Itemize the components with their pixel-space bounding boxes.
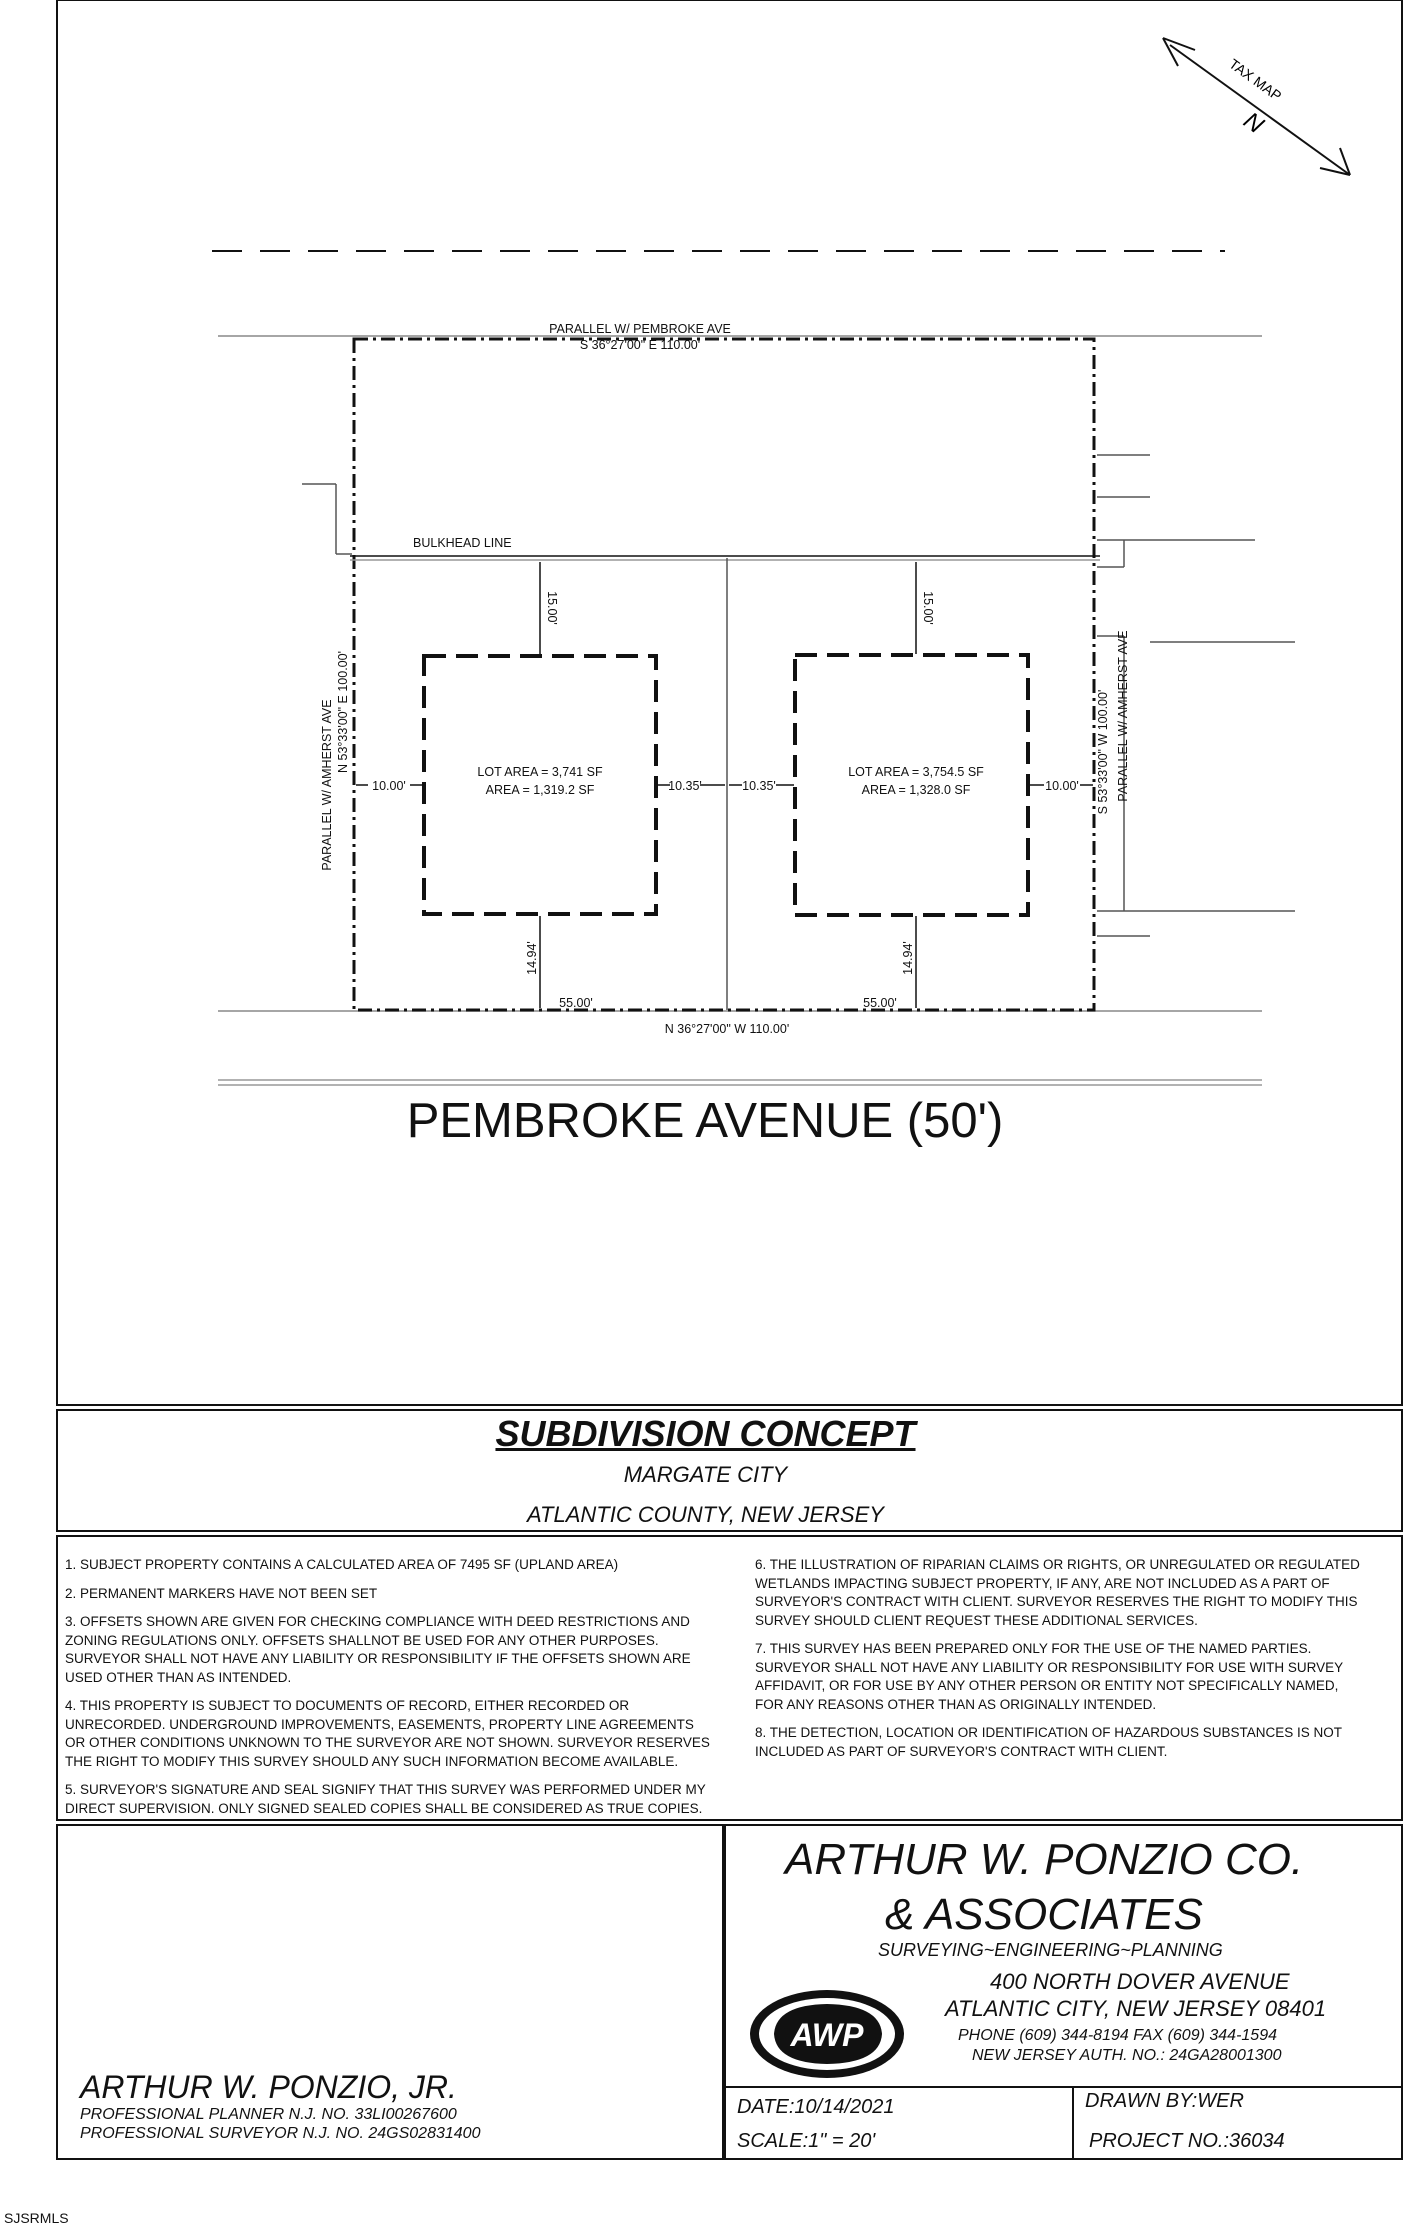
lot1-area: LOT AREA = 3,741 SF (477, 765, 603, 779)
lot2-front-offset: 14.94' (901, 941, 915, 975)
property-boundary (354, 339, 1094, 1010)
note-item: 5. SURVEYOR'S SIGNATURE AND SEAL SIGNIFY THAT THIS SURVEY WAS PERFORMED UNDER MY DIRECT SUPERVISION. ONLY SIGNED SEALED COPIES SHALL BE CONSIDERED AS TRUE COPIES. (65, 1782, 706, 1816)
drawing-city: MARGATE CITY (623, 1462, 788, 1487)
lot2-side-offset-outer: 10.00' (1045, 779, 1079, 793)
lot2-frontage: 55.00' (863, 996, 897, 1010)
right-line-label: PARALLEL W/ AMHERST AVE (1116, 630, 1130, 802)
surveyor-license: PROFESSIONAL SURVEYOR N.J. NO. 24GS02831400 (80, 2125, 481, 2142)
north-arrow-icon (1163, 38, 1350, 175)
note-item: 3. OFFSETS SHOWN ARE GIVEN FOR CHECKING COMPLIANCE WITH DEED RESTRICTIONS AND ZONING REGULATIONS ONLY. OFFSETS SHALLNOT BE USED FOR ANY OTHER PURPOSES. SURVEYOR SHALL NOT HAVE ANY LIABILITY OR RESPONSIBILITY IF THE OFFSETS SHOWN ARE USED OTHER THAN AS INTENDED. (65, 1614, 691, 1685)
note-item: 2. PERMANENT MARKERS HAVE NOT BEEN SET (65, 1585, 378, 1601)
dimension-leaders (356, 562, 1093, 1008)
project-number: PROJECT NO.:36034 (1089, 2130, 1285, 2152)
lot1-front-offset: 14.94' (525, 941, 539, 975)
bulkhead-label: BULKHEAD LINE (413, 536, 512, 550)
neighbor-lines-left (302, 484, 352, 554)
top-line-label: PARALLEL W/ PEMBROKE AVE (549, 322, 731, 336)
surveyor-planner-license: PROFESSIONAL PLANNER N.J. NO. 33LI00267600 (80, 2106, 457, 2123)
note-item: 7. THIS SURVEY HAS BEEN PREPARED ONLY FOR THE USE OF THE NAMED PARTIES. SURVEYOR SHALL NOT HAVE ANY LIABILITY OR RESPONSIBILITY FOR USE WITH SURVEY AFFIDAVIT, OR FOR USE BY ANY OTHER PERSON OR ENTITY NOT SPECIFICALLY NAMED, FOR ANY REASONS OTHER THAN AS ORIGINALLY INTENDED. (755, 1641, 1343, 1712)
top-bearing: S 36°27'00" E 110.00' (579, 338, 701, 352)
notes-left-column (65, 1556, 715, 1828)
drawing-scale: SCALE:1" = 20' (737, 2130, 876, 2152)
lot2-building-area: AREA = 1,328.0 SF (861, 783, 971, 797)
street-name: PEMBROKE AVENUE (50') (406, 1094, 1004, 1148)
company-auth-no: NEW JERSEY AUTH. NO.: 24GA28001300 (972, 2047, 1282, 2064)
awp-logo (750, 1990, 904, 2078)
plan-frame (57, 0, 1402, 1405)
drawing-date: DATE:10/14/2021 (737, 2096, 895, 2118)
lot2-area: LOT AREA = 3,754.5 SF (848, 765, 984, 779)
company-name-line1: ARTHUR W. PONZIO CO. (785, 1835, 1304, 1884)
lot1-rear-offset: 15.00' (545, 591, 559, 625)
drawn-by: DRAWN BY:WER (1085, 2090, 1244, 2112)
drawing-county: ATLANTIC COUNTY, NEW JERSEY (527, 1502, 884, 1527)
north-arrow-label: TAX MAP (1226, 55, 1285, 104)
company-address1: 400 NORTH DOVER AVENUE (990, 1969, 1290, 1994)
company-address2: ATLANTIC CITY, NEW JERSEY 08401 (945, 1996, 1327, 2021)
awp-logo-text: AWP (790, 2017, 864, 2053)
lot1-side-offset-outer: 10.00' (372, 779, 406, 793)
notes-right-column (755, 1556, 1365, 1771)
lot1-side-offset-inner: 10.35' (668, 779, 702, 793)
company-name-line2: & ASSOCIATES (885, 1890, 1203, 1939)
surveyor-name: ARTHUR W. PONZIO, JR. (80, 2069, 457, 2105)
left-bearing: N 53°33'00" E 100.00' (336, 651, 350, 773)
lot2-side-offset-inner: 10.35' (742, 779, 776, 793)
company-services: SURVEYING~ENGINEERING~PLANNING (878, 1940, 1223, 1960)
right-bearing: S 53°33'00" W 100.00' (1096, 689, 1110, 815)
lot1-frontage: 55.00' (559, 996, 593, 1010)
note-item: 6. THE ILLUSTRATION OF RIPARIAN CLAIMS OR RIGHTS, OR UNREGULATED OR REGULATED WETLANDS IMPACTING SUBJECT PROPERTY, IF ANY, ARE NOT INCLUDED AS A PART OF SURVEYOR'S CONTRACT WITH CLIENT. SURVEYOR RESERVES THE RIGHT TO MODIFY THIS SURVEY SHOULD CLIENT REQUEST THESE ADDITIONAL SERVICES. (755, 1557, 1360, 1628)
mls-tag: SJSRMLS (4, 2210, 69, 2226)
bottom-bearing: N 36°27'00" W 110.00' (664, 1022, 790, 1036)
note-item: 8. THE DETECTION, LOCATION OR IDENTIFICATION OF HAZARDOUS SUBSTANCES IS NOT INCLUDED AS PART OF SURVEYOR'S CONTRACT WITH CLIENT. (755, 1725, 1342, 1759)
left-line-label: PARALLEL W/ AMHERST AVE (320, 699, 334, 871)
note-item: 4. THIS PROPERTY IS SUBJECT TO DOCUMENTS OF RECORD, EITHER RECORDED OR UNRECORDED. UNDERGROUND IMPROVEMENTS, EASEMENTS, PROPERTY LINE AGREEMENTS OR OTHER CONDITIONS UNKNOWN TO THE SURVEYOR ARE NOT SHOWN. SURVEYOR RESERVES THE RIGHT TO MODIFY THIS SURVEY SHOULD ANY SUCH INFORMATION BECOME AVAILABLE. (65, 1698, 710, 1769)
lot1-building-area: AREA = 1,319.2 SF (485, 783, 595, 797)
north-symbol: N (1238, 107, 1269, 140)
company-phone-fax: PHONE (609) 344-8194 FAX (609) 344-1594 (958, 2027, 1277, 2044)
drawing-title: SUBDIVISION CONCEPT (495, 1413, 916, 1454)
lot2-rear-offset: 15.00' (921, 591, 935, 625)
note-item: 1. SUBJECT PROPERTY CONTAINS A CALCULATED AREA OF 7495 SF (UPLAND AREA) (65, 1557, 619, 1572)
